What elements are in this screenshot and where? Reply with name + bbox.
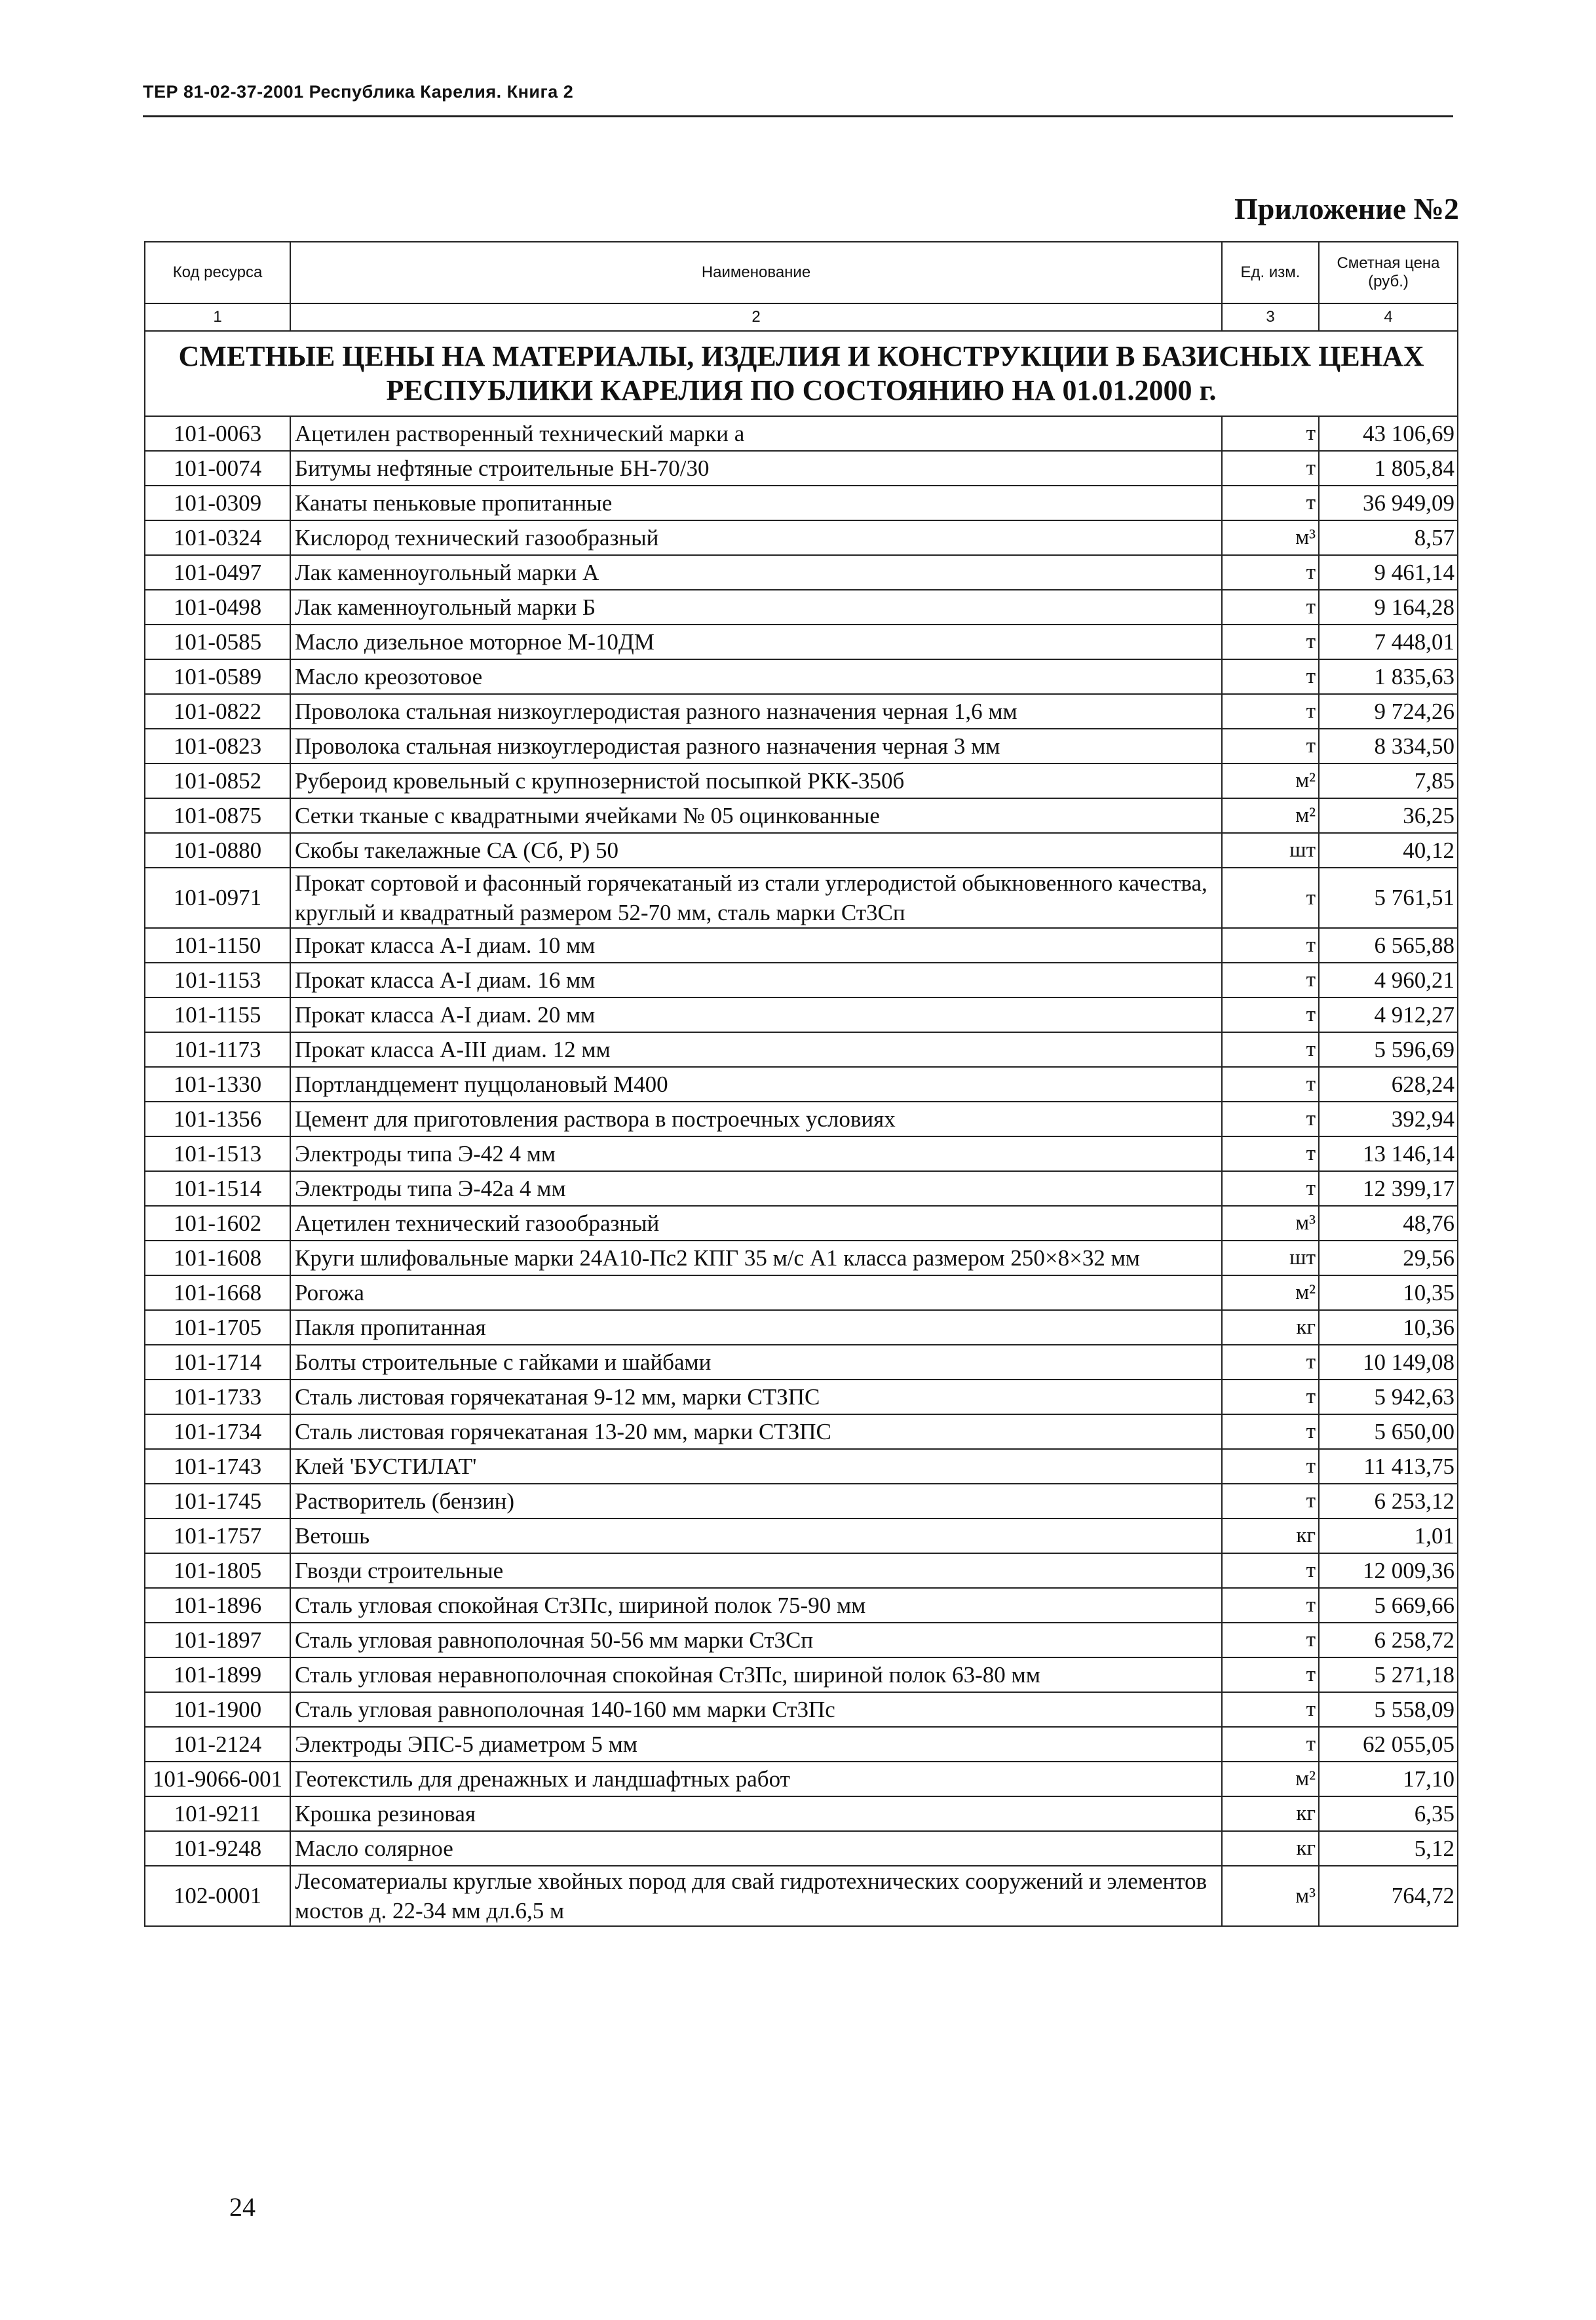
- table-row: [145, 1380, 1458, 1414]
- cell-name: Ветошь: [290, 1518, 1222, 1553]
- cell-unit: т: [1222, 694, 1319, 729]
- cell-unit: кг: [1222, 1831, 1319, 1866]
- cell-code: 101-1757: [145, 1518, 290, 1553]
- table-row: [145, 486, 1458, 520]
- table-row: [145, 798, 1458, 833]
- cell-unit: м³: [1222, 520, 1319, 555]
- cell-unit: м²: [1222, 1275, 1319, 1310]
- cell-code: 101-1330: [145, 1067, 290, 1102]
- cell-unit: т: [1222, 1657, 1319, 1692]
- cell-code: 101-1155: [145, 997, 290, 1032]
- cell-unit: т: [1222, 1032, 1319, 1067]
- cell-name: Гвозди строительные: [290, 1553, 1222, 1588]
- cell-code: 101-1356: [145, 1102, 290, 1136]
- cell-unit: т: [1222, 486, 1319, 520]
- cell-name: Круги шлифовальные марки 24А10-Пс2 КПГ 35 м/с А1 класса размером 250×8×32 мм: [290, 1241, 1222, 1275]
- cell-name: Прокат класса А-I диам. 20 мм: [290, 997, 1222, 1032]
- cell-price: 1 805,84: [1319, 451, 1458, 486]
- cell-name: Лак каменноугольный марки Б: [290, 590, 1222, 625]
- table-row: [145, 694, 1458, 729]
- cell-unit: т: [1222, 1414, 1319, 1449]
- table-row: [145, 1102, 1458, 1136]
- cell-unit: т: [1222, 1171, 1319, 1206]
- table-row: [145, 451, 1458, 486]
- cell-name: Битумы нефтяные строительные БН-70/30: [290, 451, 1222, 486]
- cell-code: 101-0497: [145, 555, 290, 590]
- cell-unit: т: [1222, 1692, 1319, 1727]
- cell-name: Проволока стальная низкоуглеродистая разного назначения черная 3 мм: [290, 729, 1222, 764]
- cell-name: Кислород технический газообразный: [290, 520, 1222, 555]
- table-row: [145, 590, 1458, 625]
- table-row: [145, 416, 1458, 451]
- cell-code: 101-1602: [145, 1206, 290, 1241]
- column-header-unit: Ед. изм.: [1222, 242, 1319, 303]
- cell-name: Сталь листовая горячекатаная 13-20 мм, марки СТЗПС: [290, 1414, 1222, 1449]
- cell-code: 101-0880: [145, 833, 290, 868]
- table-row: [145, 1136, 1458, 1171]
- cell-price: 36 949,09: [1319, 486, 1458, 520]
- cell-unit: м³: [1222, 1206, 1319, 1241]
- table-row: [145, 1171, 1458, 1206]
- cell-code: 101-0063: [145, 416, 290, 451]
- cell-code: 101-1900: [145, 1692, 290, 1727]
- cell-price: 29,56: [1319, 1241, 1458, 1275]
- cell-code: 101-9066-001: [145, 1762, 290, 1796]
- cell-name: Крошка резиновая: [290, 1796, 1222, 1831]
- cell-name: Геотекстиль для дренажных и ландшафтных работ: [290, 1762, 1222, 1796]
- cell-code: 101-0971: [145, 868, 290, 928]
- cell-code: 101-1513: [145, 1136, 290, 1171]
- cell-code: 101-1668: [145, 1275, 290, 1310]
- cell-name: Электроды ЭПС-5 диаметром 5 мм: [290, 1727, 1222, 1762]
- cell-unit: т: [1222, 1136, 1319, 1171]
- cell-code: 101-9211: [145, 1796, 290, 1831]
- cell-code: 101-1896: [145, 1588, 290, 1623]
- cell-price: 48,76: [1319, 1206, 1458, 1241]
- cell-price: 9 164,28: [1319, 590, 1458, 625]
- cell-unit: т: [1222, 963, 1319, 997]
- cell-price: 43 106,69: [1319, 416, 1458, 451]
- cell-price: 10 149,08: [1319, 1345, 1458, 1380]
- cell-name: Рогожа: [290, 1275, 1222, 1310]
- table-row: [145, 764, 1458, 798]
- cell-unit: т: [1222, 1380, 1319, 1414]
- cell-price: 8 334,50: [1319, 729, 1458, 764]
- cell-unit: т: [1222, 451, 1319, 486]
- table-row: [145, 868, 1458, 928]
- table-row: [145, 1866, 1458, 1926]
- cell-price: 4 960,21: [1319, 963, 1458, 997]
- cell-code: 101-2124: [145, 1727, 290, 1762]
- cell-name: Сталь угловая равнополочная 140-160 мм марки Ст3Пс: [290, 1692, 1222, 1727]
- cell-unit: т: [1222, 416, 1319, 451]
- cell-unit: т: [1222, 1727, 1319, 1762]
- cell-price: 40,12: [1319, 833, 1458, 868]
- cell-name: Масло солярное: [290, 1831, 1222, 1866]
- cell-price: 1,01: [1319, 1518, 1458, 1553]
- cell-name: Сталь угловая равнополочная 50-56 мм марки Ст3Сп: [290, 1623, 1222, 1657]
- cell-price: 7 448,01: [1319, 625, 1458, 659]
- table-row: [145, 1623, 1458, 1657]
- cell-price: 13 146,14: [1319, 1136, 1458, 1171]
- cell-price: 5 271,18: [1319, 1657, 1458, 1692]
- cell-unit: м²: [1222, 1762, 1319, 1796]
- cell-name: Цемент для приготовления раствора в построечных условиях: [290, 1102, 1222, 1136]
- table-row: [145, 928, 1458, 963]
- table-row: [145, 1032, 1458, 1067]
- table-row: [145, 729, 1458, 764]
- cell-unit: т: [1222, 1588, 1319, 1623]
- cell-unit: шт: [1222, 833, 1319, 868]
- table-row: [145, 1310, 1458, 1345]
- cell-price: 6 565,88: [1319, 928, 1458, 963]
- cell-code: 102-0001: [145, 1866, 290, 1926]
- column-header-price: Сметная цена (руб.): [1319, 242, 1458, 303]
- cell-code: 101-1734: [145, 1414, 290, 1449]
- cell-unit: т: [1222, 997, 1319, 1032]
- cell-name: Сталь угловая неравнополочная спокойная Ст3Пс, шириной полок 63-80 мм: [290, 1657, 1222, 1692]
- cell-name: Канаты пеньковые пропитанные: [290, 486, 1222, 520]
- column-number: 3: [1222, 303, 1319, 331]
- table-row: [145, 997, 1458, 1032]
- cell-name: Растворитель (бензин): [290, 1484, 1222, 1518]
- cell-price: 1 835,63: [1319, 659, 1458, 694]
- table-row: [145, 555, 1458, 590]
- page-number: 24: [229, 2192, 256, 2222]
- table-row: [145, 1206, 1458, 1241]
- cell-code: 101-0585: [145, 625, 290, 659]
- cell-unit: м²: [1222, 764, 1319, 798]
- cell-unit: м³: [1222, 1866, 1319, 1926]
- cell-code: 101-1743: [145, 1449, 290, 1484]
- table-body: [145, 416, 1458, 1926]
- cell-price: 5,12: [1319, 1831, 1458, 1866]
- cell-name: Прокат класса А-I диам. 10 мм: [290, 928, 1222, 963]
- cell-price: 6 258,72: [1319, 1623, 1458, 1657]
- cell-price: 7,85: [1319, 764, 1458, 798]
- table-row: [145, 520, 1458, 555]
- table-row: [145, 1588, 1458, 1623]
- cell-unit: шт: [1222, 1241, 1319, 1275]
- cell-name: Электроды типа Э-42а 4 мм: [290, 1171, 1222, 1206]
- cell-price: 10,35: [1319, 1275, 1458, 1310]
- header-rule: [143, 115, 1453, 117]
- table-row: [145, 1275, 1458, 1310]
- cell-name: Прокат класса А-III диам. 12 мм: [290, 1032, 1222, 1067]
- cell-code: 101-0852: [145, 764, 290, 798]
- cell-unit: т: [1222, 1553, 1319, 1588]
- cell-code: 101-1745: [145, 1484, 290, 1518]
- table-row: [145, 1484, 1458, 1518]
- cell-name: Электроды типа Э-42 4 мм: [290, 1136, 1222, 1171]
- section-title: СМЕТНЫЕ ЦЕНЫ НА МАТЕРИАЛЫ, ИЗДЕЛИЯ И КОНСТРУКЦИИ В БАЗИСНЫХ ЦЕНАХ РЕСПУБЛИКИ КАРЕЛИЯ ПО СОСТОЯНИЮ НА 01.01.2000 г.: [145, 331, 1458, 416]
- table-row: [145, 659, 1458, 694]
- table-row: [145, 833, 1458, 868]
- cell-unit: т: [1222, 1067, 1319, 1102]
- cell-code: 101-0822: [145, 694, 290, 729]
- cell-price: 8,57: [1319, 520, 1458, 555]
- cell-unit: т: [1222, 1484, 1319, 1518]
- table-row: [145, 1067, 1458, 1102]
- table-row: [145, 1762, 1458, 1796]
- cell-price: 628,24: [1319, 1067, 1458, 1102]
- cell-name: Ацетилен технический газообразный: [290, 1206, 1222, 1241]
- cell-unit: т: [1222, 729, 1319, 764]
- cell-code: 101-1514: [145, 1171, 290, 1206]
- cell-code: 101-1153: [145, 963, 290, 997]
- cell-price: 36,25: [1319, 798, 1458, 833]
- cell-unit: т: [1222, 590, 1319, 625]
- cell-price: 764,72: [1319, 1866, 1458, 1926]
- cell-price: 12 399,17: [1319, 1171, 1458, 1206]
- table-row: [145, 1796, 1458, 1831]
- column-header-code: Код ресурса: [145, 242, 290, 303]
- cell-name: Клей 'БУСТИЛАТ': [290, 1449, 1222, 1484]
- cell-code: 101-1899: [145, 1657, 290, 1692]
- cell-price: 5 650,00: [1319, 1414, 1458, 1449]
- cell-unit: т: [1222, 1449, 1319, 1484]
- cell-name: Сталь угловая спокойная Ст3Пс, шириной полок 75-90 мм: [290, 1588, 1222, 1623]
- cell-price: 11 413,75: [1319, 1449, 1458, 1484]
- cell-unit: кг: [1222, 1796, 1319, 1831]
- cell-name: Прокат класса А-I диам. 16 мм: [290, 963, 1222, 997]
- cell-name: Масло дизельное моторное М-10ДМ: [290, 625, 1222, 659]
- cell-price: 6 253,12: [1319, 1484, 1458, 1518]
- cell-price: 6,35: [1319, 1796, 1458, 1831]
- cell-code: 101-1173: [145, 1032, 290, 1067]
- cell-name: Сталь листовая горячекатаная 9-12 мм, марки СТЗПС: [290, 1380, 1222, 1414]
- table-row: [145, 1414, 1458, 1449]
- column-number: 2: [290, 303, 1222, 331]
- cell-price: 9 724,26: [1319, 694, 1458, 729]
- cell-name: Болты строительные с гайками и шайбами: [290, 1345, 1222, 1380]
- cell-code: 101-1714: [145, 1345, 290, 1380]
- column-number: 1: [145, 303, 290, 331]
- table-row: [145, 963, 1458, 997]
- cell-name: Лак каменноугольный марки А: [290, 555, 1222, 590]
- cell-code: 101-0823: [145, 729, 290, 764]
- cell-name: Прокат сортовой и фасонный горячекатаный из стали углеродистой обыкновенного качества, круглый и квадратный размером 52-70 мм, сталь марки Ст3Сп: [290, 868, 1222, 928]
- table-row: [145, 1553, 1458, 1588]
- cell-name: Пакля пропитанная: [290, 1310, 1222, 1345]
- cell-price: 392,94: [1319, 1102, 1458, 1136]
- cell-unit: т: [1222, 868, 1319, 928]
- cell-price: 17,10: [1319, 1762, 1458, 1796]
- cell-name: Ацетилен растворенный технический марки а: [290, 416, 1222, 451]
- cell-price: 62 055,05: [1319, 1727, 1458, 1762]
- cell-code: 101-1150: [145, 928, 290, 963]
- cell-name: Рубероид кровельный с крупнозернистой посыпкой РКК-350б: [290, 764, 1222, 798]
- cell-unit: м²: [1222, 798, 1319, 833]
- cell-code: 101-1805: [145, 1553, 290, 1588]
- cell-code: 101-0498: [145, 590, 290, 625]
- cell-unit: т: [1222, 625, 1319, 659]
- cell-price: 5 558,09: [1319, 1692, 1458, 1727]
- cell-name: Масло креозотовое: [290, 659, 1222, 694]
- cell-code: 101-0324: [145, 520, 290, 555]
- cell-unit: т: [1222, 659, 1319, 694]
- table-row: [145, 1727, 1458, 1762]
- cell-unit: т: [1222, 1102, 1319, 1136]
- cell-unit: кг: [1222, 1518, 1319, 1553]
- table-row: [145, 1449, 1458, 1484]
- cell-price: 10,36: [1319, 1310, 1458, 1345]
- cell-price: 5 761,51: [1319, 868, 1458, 928]
- cell-name: Лесоматериалы круглые хвойных пород для свай гидротехнических сооружений и элементов мостов д. 22-34 мм дл.6,5 м: [290, 1866, 1222, 1926]
- cell-unit: кг: [1222, 1310, 1319, 1345]
- cell-unit: т: [1222, 555, 1319, 590]
- column-header-name: Наименование: [290, 242, 1222, 303]
- cell-unit: т: [1222, 1345, 1319, 1380]
- table-row: [145, 625, 1458, 659]
- running-header: ТЕР 81-02-37-2001 Республика Карелия. Книга 2: [143, 82, 574, 102]
- cell-code: 101-0074: [145, 451, 290, 486]
- cell-code: 101-0875: [145, 798, 290, 833]
- cell-price: 9 461,14: [1319, 555, 1458, 590]
- table-row: [145, 1241, 1458, 1275]
- table-row: [145, 1518, 1458, 1553]
- cell-name: Сетки тканые с квадратными ячейками № 05 оцинкованные: [290, 798, 1222, 833]
- cell-code: 101-1733: [145, 1380, 290, 1414]
- cell-code: 101-0589: [145, 659, 290, 694]
- cell-name: Скобы такелажные СА (Сб, Р) 50: [290, 833, 1222, 868]
- appendix-title: Приложение №2: [1234, 192, 1459, 225]
- cell-price: 12 009,36: [1319, 1553, 1458, 1588]
- cell-unit: т: [1222, 1623, 1319, 1657]
- cell-price: 5 669,66: [1319, 1588, 1458, 1623]
- cell-price: 5 942,63: [1319, 1380, 1458, 1414]
- table-row: [145, 1831, 1458, 1866]
- table-row: [145, 1657, 1458, 1692]
- cell-code: 101-1608: [145, 1241, 290, 1275]
- cell-price: 4 912,27: [1319, 997, 1458, 1032]
- table-row: [145, 1345, 1458, 1380]
- column-number: 4: [1319, 303, 1458, 331]
- table-row: [145, 1692, 1458, 1727]
- cell-code: 101-1897: [145, 1623, 290, 1657]
- cell-name: Портландцемент пуццолановый М400: [290, 1067, 1222, 1102]
- cell-code: 101-1705: [145, 1310, 290, 1345]
- cell-price: 5 596,69: [1319, 1032, 1458, 1067]
- cell-code: 101-0309: [145, 486, 290, 520]
- price-table: [144, 241, 1458, 1927]
- cell-code: 101-9248: [145, 1831, 290, 1866]
- cell-unit: т: [1222, 928, 1319, 963]
- cell-name: Проволока стальная низкоуглеродистая разного назначения черная 1,6 мм: [290, 694, 1222, 729]
